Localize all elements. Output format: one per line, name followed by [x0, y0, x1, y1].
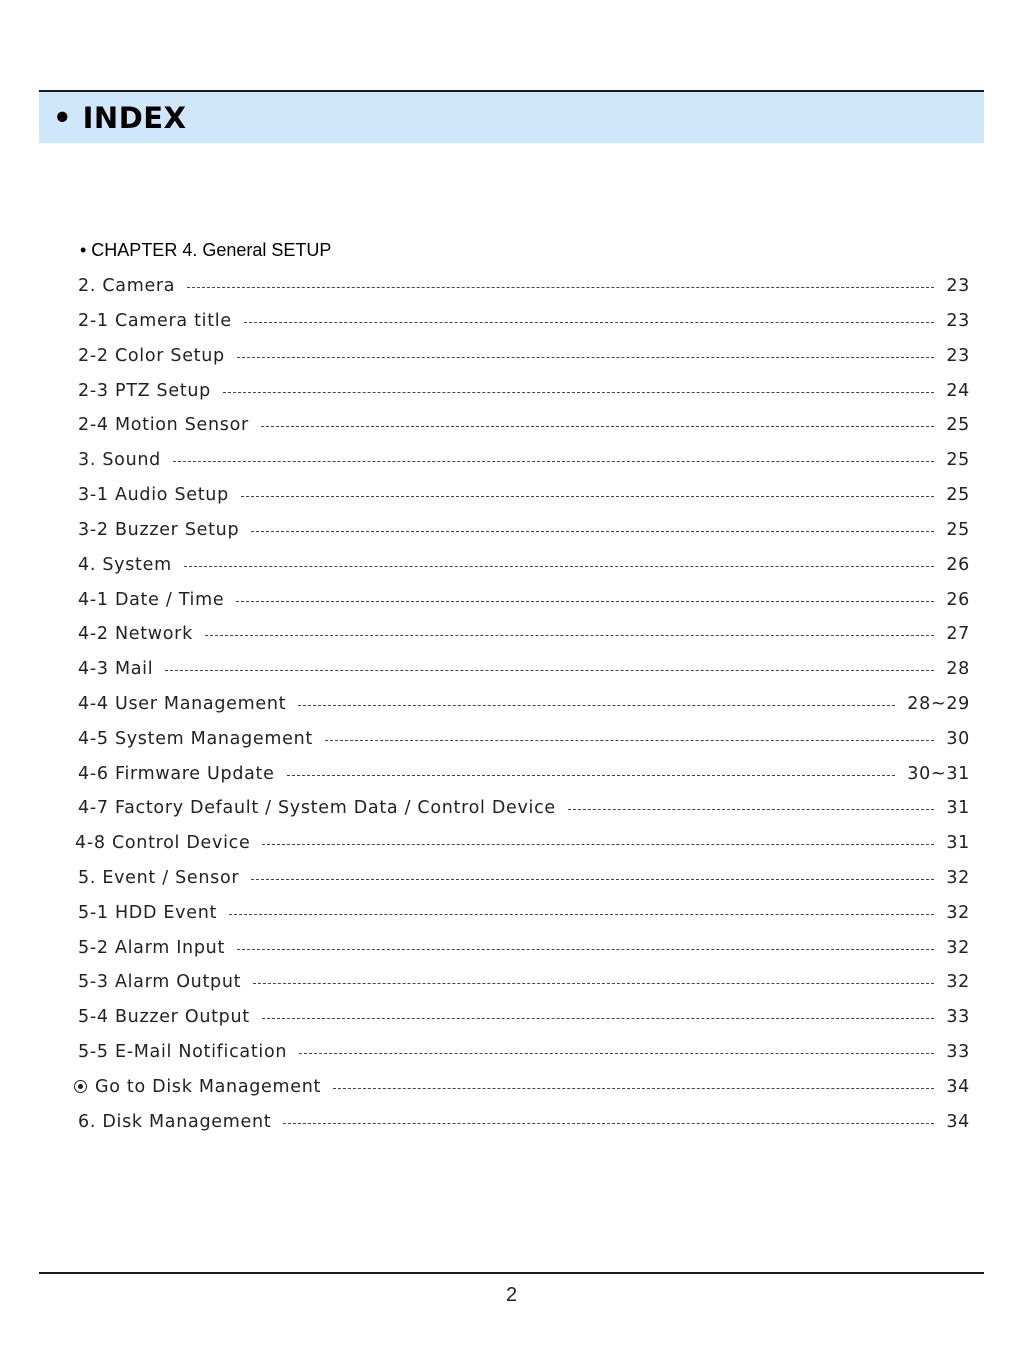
toc-entry-label: 2-2 Color Setup: [78, 346, 225, 366]
toc-entry-sound[interactable]: [78, 448, 970, 472]
dotted-leader: [261, 426, 934, 427]
toc-entry-page: 32: [946, 972, 970, 992]
dotted-leader: [298, 705, 895, 706]
toc-entry-page: 25: [946, 415, 970, 435]
toc-entry-page: 23: [946, 346, 970, 366]
dotted-leader: [165, 670, 934, 671]
toc-entry-label: 3-2 Buzzer Setup: [78, 520, 240, 540]
toc-entry-page: 27: [946, 624, 970, 644]
toc-entry-label: 4-2 Network: [78, 624, 193, 644]
toc-entry-label: 5-2 Alarm Input: [78, 938, 226, 958]
dotted-leader: [237, 357, 934, 358]
toc-entry-label: 2-4 Motion Sensor: [78, 415, 249, 435]
dotted-leader: [236, 601, 934, 602]
toc-entry-label: 4. System: [78, 555, 172, 575]
toc-entry-label: 4-6 Firmware Update: [78, 764, 275, 784]
toc-entry-page: 34: [946, 1077, 970, 1097]
index-header-band: [39, 90, 984, 143]
toc-entry-page: 30~31: [907, 764, 970, 784]
dotted-leader: [241, 496, 934, 497]
toc-entry-label: 5. Event / Sensor: [78, 868, 240, 888]
dotted-leader: [251, 531, 934, 532]
toc-entry-mail[interactable]: [78, 657, 970, 681]
toc-entry-page: 31: [946, 798, 970, 818]
footer-rule: [39, 1272, 984, 1274]
toc-entry-buzzer-output[interactable]: [78, 1005, 970, 1029]
toc-entry-label: Go to Disk Management: [95, 1077, 322, 1097]
toc-entry-page: 32: [946, 938, 970, 958]
toc-entry-factory-default[interactable]: [78, 796, 970, 820]
toc-entry-alarm-output[interactable]: [78, 970, 970, 994]
toc-entry-go-to-disk-management[interactable]: [74, 1075, 970, 1099]
toc-entry-label: 4-8 Control Device: [75, 833, 251, 853]
dotted-leader: [333, 1088, 934, 1089]
toc-entry-audio-setup[interactable]: [78, 483, 970, 507]
toc-entry-page: 33: [946, 1042, 970, 1062]
toc-entry-page: 26: [946, 590, 970, 610]
toc-entry-label: 2-3 PTZ Setup: [78, 381, 211, 401]
dotted-leader: [187, 287, 934, 288]
toc-entry-label: 4-3 Mail: [78, 659, 154, 679]
toc-entry-page: 31: [946, 833, 970, 853]
toc-entry-page: 32: [946, 903, 970, 923]
dotted-leader: [287, 775, 896, 776]
dotted-leader: [283, 1123, 934, 1124]
toc-entry-page: 25: [946, 485, 970, 505]
dotted-leader: [244, 322, 935, 323]
toc-entry-system[interactable]: [78, 553, 970, 577]
toc-entry-label: 3. Sound: [78, 450, 161, 470]
dotted-leader: [262, 1018, 935, 1019]
toc-entry-ptz-setup[interactable]: [78, 379, 970, 403]
toc-entry-label: 4-1 Date / Time: [78, 590, 225, 610]
radio-dot-icon: [74, 1080, 87, 1093]
toc-entry-label: 5-3 Alarm Output: [78, 972, 242, 992]
toc-entry-firmware-update[interactable]: [78, 762, 970, 786]
dotted-leader: [299, 1053, 934, 1054]
toc-entry-page: 25: [946, 520, 970, 540]
dotted-leader: [205, 635, 934, 636]
dotted-leader: [184, 566, 935, 567]
toc-entry-page: 32: [946, 868, 970, 888]
toc-entry-page: 33: [946, 1007, 970, 1027]
toc-entry-user-management[interactable]: [78, 692, 970, 716]
page-number: 2: [505, 1284, 518, 1306]
toc-entry-hdd-event[interactable]: [78, 901, 970, 925]
dotted-leader: [253, 983, 934, 984]
toc-entry-page: 24: [946, 381, 970, 401]
toc-entry-page: 23: [946, 311, 970, 331]
toc-entry-buzzer-setup[interactable]: [78, 518, 970, 542]
toc-entry-label: 5-5 E-Mail Notification: [78, 1042, 288, 1062]
toc-entry-label: 4-5 System Management: [78, 729, 313, 749]
toc-entry-label: 2-1 Camera title: [78, 311, 232, 331]
toc-entry-label: 5-1 HDD Event: [78, 903, 218, 923]
dotted-leader: [325, 740, 934, 741]
toc-entry-camera[interactable]: [78, 274, 970, 298]
toc-entry-page: 34: [946, 1112, 970, 1132]
toc-entry-page: 28: [946, 659, 970, 679]
toc-entry-email-notification[interactable]: [78, 1040, 970, 1064]
toc-entry-page: 23: [946, 276, 970, 296]
toc-entry-page: 26: [946, 555, 970, 575]
chapter-heading: • CHAPTER 4. General SETUP: [80, 240, 332, 260]
index-title: • INDEX: [53, 101, 187, 135]
dotted-leader: [229, 914, 934, 915]
toc-entry-alarm-input[interactable]: [78, 936, 970, 960]
toc-entry-motion-sensor[interactable]: [78, 413, 970, 437]
toc-entry-label: 3-1 Audio Setup: [78, 485, 229, 505]
toc-entry-color-setup[interactable]: [78, 344, 970, 368]
toc-entry-network[interactable]: [78, 622, 970, 646]
toc-entry-page: 28~29: [907, 694, 970, 714]
toc-entry-page: 30: [946, 729, 970, 749]
toc-entry-label: 4-7 Factory Default / System Data / Control Device: [78, 798, 556, 818]
dotted-leader: [262, 844, 934, 845]
toc-entry-label: 4-4 User Management: [78, 694, 287, 714]
toc-entry-disk-management[interactable]: [78, 1110, 970, 1134]
dotted-leader: [568, 809, 934, 810]
toc-entry-control-device[interactable]: [75, 831, 970, 855]
toc-entry-label: 5-4 Buzzer Output: [78, 1007, 250, 1027]
toc-entry-camera-title[interactable]: [78, 309, 970, 333]
toc-entry-page: 25: [946, 450, 970, 470]
dotted-leader: [237, 949, 934, 950]
dotted-leader: [223, 392, 934, 393]
dotted-leader: [173, 461, 934, 462]
dotted-leader: [251, 879, 934, 880]
toc-entry-event-sensor[interactable]: [78, 866, 970, 890]
toc-entry-date-time[interactable]: [78, 588, 970, 612]
toc-entry-label: 2. Camera: [78, 276, 176, 296]
toc-entry-system-management[interactable]: [78, 727, 970, 751]
toc-entry-label: 6. Disk Management: [78, 1112, 272, 1132]
